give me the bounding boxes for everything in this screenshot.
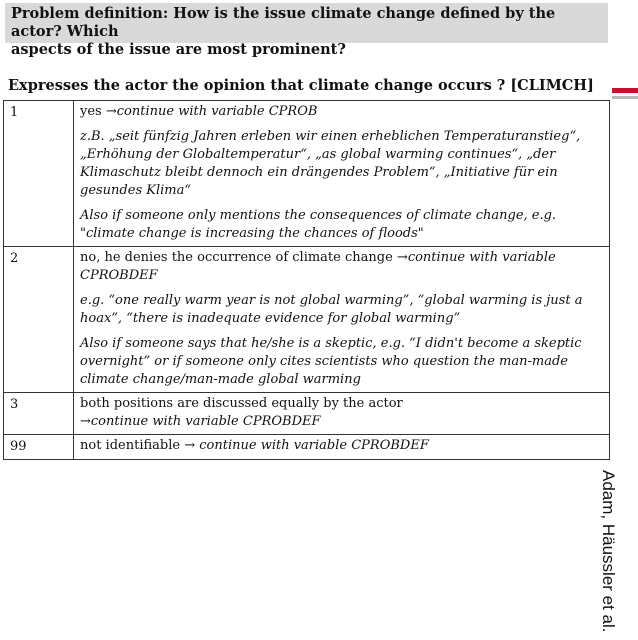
code-cell: 99 xyxy=(4,435,74,460)
arrow-icon: → xyxy=(105,104,117,119)
examples-text: e.g. “one really warm year is not global warming”, “global warming is just a hoax”, “there is inadequate evidence for global warming” xyxy=(80,293,583,326)
goto-instruction: continue with variable CPROBDEF xyxy=(199,438,429,453)
option-line xyxy=(80,103,603,121)
option-line xyxy=(80,395,603,431)
goto-instruction: continue with variable CPROB xyxy=(116,104,318,119)
option-line xyxy=(80,437,603,455)
description-cell xyxy=(74,101,610,247)
variable-question: Expresses the actor the opinion that climate change occurs ? [CLIMCH] xyxy=(8,77,594,94)
table-row xyxy=(4,435,610,460)
option-label: both positions are discussed equally by the actor xyxy=(80,396,403,411)
examples-text: z.B. „seit fünfzig Jahren erleben wir einen erheblichen Temperaturanstieg“, „Erhöhung der Globaltemperatur“, „as global warming continues“, „der Klimaschutz bleibt dennoch ein drängendes Problem“, „Initiative für ein gesundes Klima“ xyxy=(80,129,581,198)
arrow-icon: → xyxy=(80,414,91,429)
header-line-2: aspects of the issue are most prominent? xyxy=(11,41,346,58)
arrow-icon: → xyxy=(396,250,408,265)
description-cell xyxy=(74,393,610,435)
option-label: yes xyxy=(80,104,102,119)
accent-bar-grey xyxy=(612,96,638,99)
option-label: no, he denies the occurrence of climate change xyxy=(80,250,393,265)
author-credit: Adam, Häussler et al. xyxy=(599,470,618,633)
code-cell: 2 xyxy=(4,247,74,393)
table-row xyxy=(4,393,610,435)
description-cell xyxy=(74,435,610,460)
arrow-icon: → xyxy=(184,438,196,453)
code-cell: 3 xyxy=(4,393,74,435)
accent-bars xyxy=(612,88,638,100)
section-header xyxy=(5,3,608,58)
code-cell: 1 xyxy=(4,101,74,247)
note-text: Also if someone only mentions the consequences of climate change, e.g. "climate change is increasing the chances of floods" xyxy=(80,208,557,241)
option-line xyxy=(80,249,603,285)
codes-table xyxy=(3,100,610,460)
description-cell xyxy=(74,247,610,393)
goto-instruction: continue with variable CPROBDEF xyxy=(80,250,556,283)
option-label: not identifiable xyxy=(80,438,181,453)
goto-instruction: continue with variable CPROBDEF xyxy=(90,414,321,429)
table-row xyxy=(4,101,610,247)
note-text: Also if someone says that he/she is a skeptic, e.g. “I didn't become a skeptic overnight” or if someone only cites scientists who question the man-made climate change/man-made global warming xyxy=(80,336,582,387)
header-line-1: Problem definition: How is the issue climate change defined by the actor? Which xyxy=(11,5,556,40)
accent-bar-red xyxy=(612,88,638,93)
table-row xyxy=(4,247,610,393)
